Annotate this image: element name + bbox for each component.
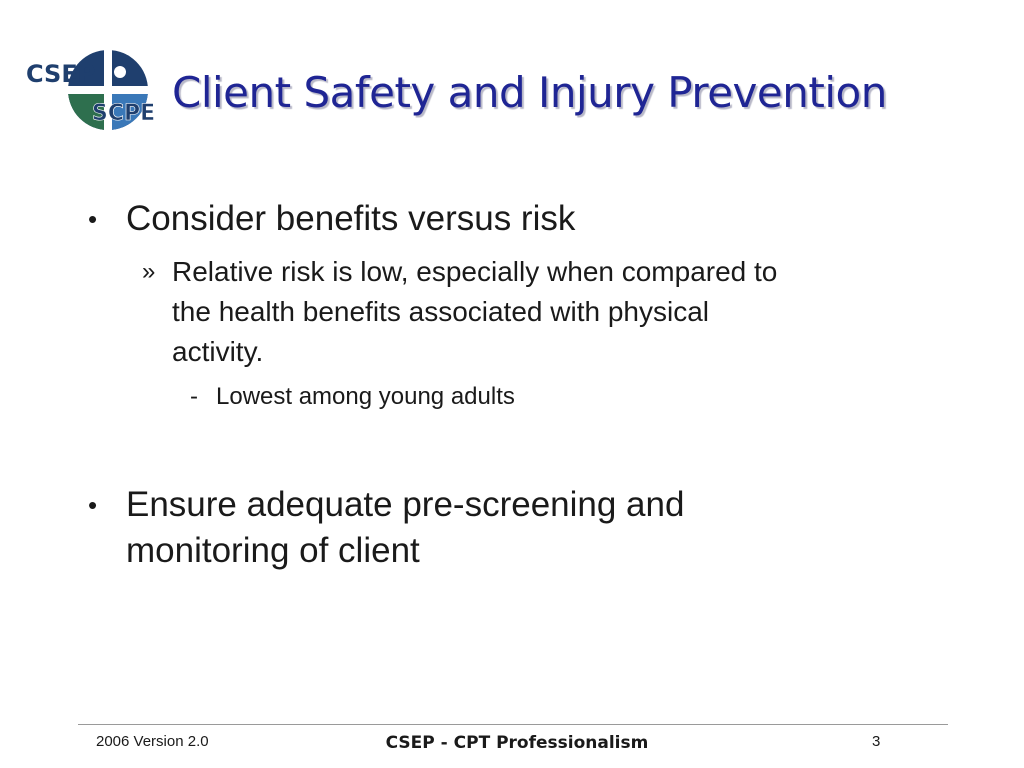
bullet-marker: • [88,204,98,234]
csep-scpe-logo [24,48,158,132]
sub-bullet-line: Relative risk is low, especially when compared to [172,256,778,287]
footer-title: CSEP - CPT Professionalism [385,733,649,753]
sub-sub-bullet-text: Lowest among young adults [216,383,515,410]
logo-figure-head [114,66,126,78]
bullet-marker: • [88,490,98,520]
sub-bullet-marker: » [142,258,156,285]
bullet-item [88,482,685,574]
sub-bullet-line: activity. [172,336,264,367]
sub-sub-bullet-marker: - [190,383,198,410]
logo-text-top: CSEP [26,60,96,88]
sub-bullet-line: the health benefits associated with physical [172,296,709,327]
sub-bullet-item [142,252,778,372]
bullet-text: Consider benefits versus risk [126,199,576,238]
sub-sub-bullet-item [190,382,515,412]
footer-version: 2006 Version 2.0 [96,733,209,750]
bullet-line: monitoring of client [126,531,420,570]
slide-title: Client Safety and Injury Prevention [172,68,887,117]
logo-text-bottom: SCPE [92,101,156,126]
page-number: 3 [872,733,881,750]
bullet-line: Ensure adequate pre-screening and [126,485,685,524]
footer-divider [78,724,948,725]
bullet-item [88,196,576,242]
